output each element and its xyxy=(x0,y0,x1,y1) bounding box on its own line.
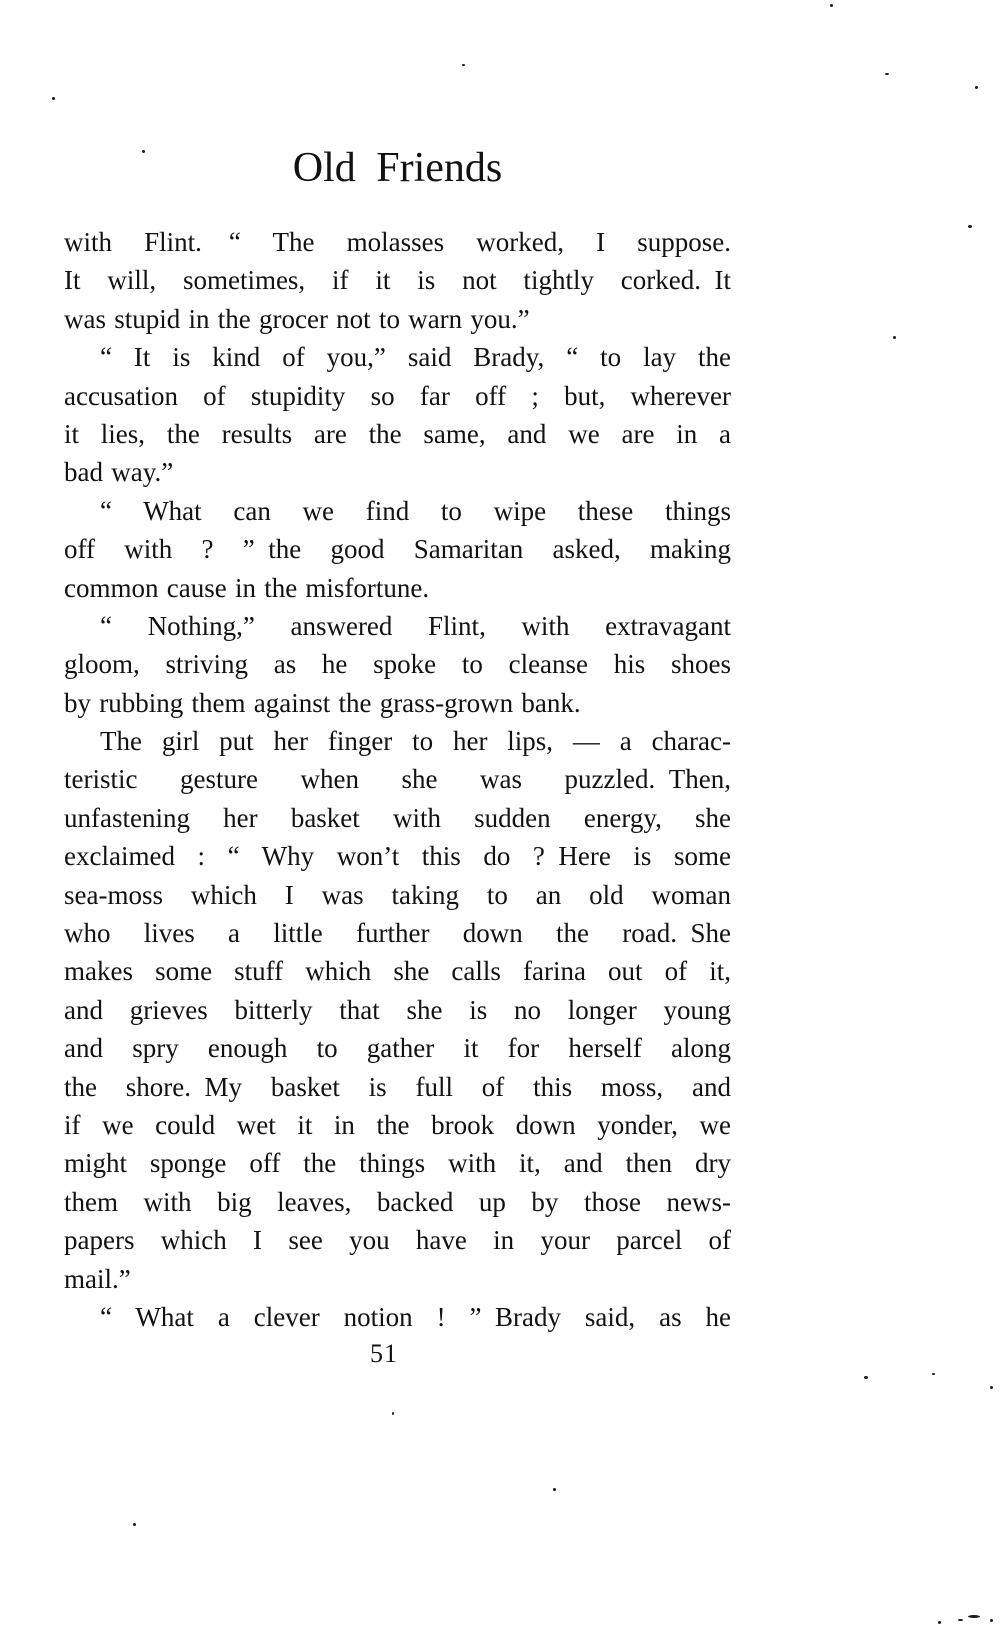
text-line: it lies, the results are the same, and we are in a xyxy=(64,418,731,449)
page-title: Old Friends xyxy=(292,145,503,191)
text-line: was stupid in the grocer not to warn you.” xyxy=(64,303,530,334)
scan-speck xyxy=(938,1621,941,1624)
scan-speck xyxy=(133,1523,136,1526)
text-line: exclaimed : “ Why won’t this do ? Here is some xyxy=(64,841,731,872)
text-line: The girl put her finger to her lips, — a charac- xyxy=(100,726,731,757)
scan-speck xyxy=(932,1373,935,1375)
text-line: accusation of stupidity so far off ; but, wherever xyxy=(64,380,731,411)
scan-speck xyxy=(975,86,978,89)
text-line: if we could wet it in the brook down yonder, we xyxy=(64,1109,731,1140)
text-line: with Flint. “ The molasses worked, I suppose. xyxy=(64,227,731,257)
page-number: 51 xyxy=(370,1339,398,1368)
text-line: off with ? ” the good Samaritan asked, making xyxy=(64,534,731,565)
text-line: might sponge off the things with it, and then dry xyxy=(64,1148,731,1179)
text-line: the shore. My basket is full of this moss, and xyxy=(64,1071,731,1102)
text-line: common cause in the misfortune. xyxy=(64,572,430,603)
text-line: by rubbing them against the grass-grown bank. xyxy=(64,687,581,718)
scan-speck xyxy=(864,1376,868,1379)
text-line: papers which I see you have in your parcel of xyxy=(64,1225,731,1256)
text-line: “ It is kind of you,” said Brady, “ to lay the xyxy=(100,342,731,373)
scan-speck xyxy=(142,150,145,153)
scan-speck xyxy=(885,73,889,75)
scan-speck xyxy=(392,1412,394,1415)
scan-speck xyxy=(893,336,896,339)
text-line: mail.” xyxy=(64,1263,131,1294)
text-block xyxy=(64,223,731,1336)
scan-speck xyxy=(52,97,55,100)
scan-speck xyxy=(968,1615,980,1618)
text-line: and grieves bitterly that she is no longer young xyxy=(64,994,731,1025)
scan-speck xyxy=(958,1619,963,1621)
scan-speck xyxy=(462,64,465,66)
text-line: It will, sometimes, if it is not tightly corked. It xyxy=(64,265,731,296)
text-line: makes some stuff which she calls farina out of it, xyxy=(64,956,731,987)
text-line: and spry enough to gather it for herself along xyxy=(64,1033,731,1064)
text-line: bad way.” xyxy=(64,457,174,488)
text-line: unfastening her basket with sudden energy, she xyxy=(64,802,731,833)
text-line: them with big leaves, backed up by those news- xyxy=(64,1186,731,1217)
scan-speck xyxy=(830,4,833,7)
scan-speck xyxy=(968,225,972,228)
text-line: “ Nothing,” answered Flint, with extravagant xyxy=(100,610,731,641)
text-line: sea-moss which I was taking to an old woman xyxy=(64,879,731,910)
text-line: gloom, striving as he spoke to cleanse his shoes xyxy=(64,649,731,680)
scan-speck xyxy=(553,1488,556,1491)
text-line: “ What can we find to wipe these things xyxy=(100,495,731,526)
text-line: who lives a little further down the road. She xyxy=(64,918,731,949)
text-line: teristic gesture when she was puzzled. Then, xyxy=(64,764,731,795)
text-line: “ What a clever notion ! ” Brady said, as he xyxy=(100,1301,731,1332)
scan-speck xyxy=(990,1619,993,1622)
scan-speck xyxy=(990,1386,993,1389)
